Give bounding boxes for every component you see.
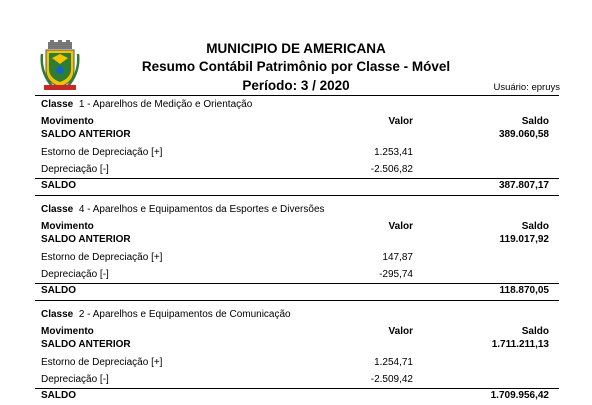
saldo-anterior-row	[35, 127, 559, 142]
report-subtitle: Resumo Contábil Patrimônio por Classe - Móvel	[141, 59, 451, 74]
classe-label: Classe	[41, 99, 74, 110]
classe-name: 1 - Aparelhos de Medição e Orientação	[78, 99, 253, 110]
section-divider	[35, 195, 559, 196]
classe-heading	[41, 309, 291, 320]
depreciacao-value: -2.509,42	[370, 374, 413, 385]
saldo-anterior-value: 389.060,58	[498, 129, 549, 140]
col-valor: Valor	[388, 116, 413, 127]
estorno-value: 1.253,41	[374, 147, 413, 158]
saldo-anterior-row	[35, 337, 559, 352]
saldo-value: 387.807,17	[498, 180, 549, 191]
estorno-value: 147,87	[382, 252, 413, 263]
report-municipality-title: MUNICIPIO DE AMERICANA	[206, 41, 386, 56]
saldo-anterior-label: SALDO ANTERIOR	[41, 129, 131, 140]
col-movimento: Movimento	[41, 221, 94, 232]
saldo-row	[35, 283, 559, 298]
col-saldo: Saldo	[521, 116, 549, 127]
depreciacao-label: Depreciação [-]	[41, 164, 109, 175]
report-period: Período: 3 / 2020	[242, 78, 350, 93]
col-saldo: Saldo	[521, 326, 549, 337]
depreciacao-row	[35, 372, 559, 387]
col-saldo: Saldo	[521, 221, 549, 232]
saldo-anterior-row	[35, 232, 559, 247]
saldo-row	[35, 388, 559, 403]
col-movimento: Movimento	[41, 116, 94, 127]
classe-name: 2 - Aparelhos e Equipamentos de Comunicação	[78, 309, 291, 320]
saldo-label: SALDO	[41, 390, 76, 401]
estorno-value: 1.254,71	[374, 357, 413, 368]
saldo-anterior-value: 119.017,92	[499, 234, 549, 245]
classe-label: Classe	[41, 309, 74, 320]
saldo-row	[35, 178, 559, 193]
saldo-anterior-label: SALDO ANTERIOR	[41, 339, 131, 350]
estorno-row	[35, 355, 559, 370]
saldo-anterior-value: 1.711.211,13	[491, 339, 549, 350]
depreciacao-value: -295,74	[379, 269, 413, 280]
classe-name: 4 - Aparelhos e Equipamentos da Esportes e Diversões	[78, 204, 325, 215]
report-user: Usuário: epruys	[493, 82, 560, 93]
depreciacao-label: Depreciação [-]	[41, 269, 109, 280]
col-valor: Valor	[388, 221, 413, 232]
saldo-value: 1.709.956,42	[490, 390, 549, 401]
classe-label: Classe	[41, 204, 74, 215]
estorno-row	[35, 145, 559, 160]
classe-heading	[41, 204, 325, 215]
saldo-label: SALDO	[41, 285, 76, 296]
depreciacao-row	[35, 162, 559, 177]
section-divider	[35, 300, 559, 301]
depreciacao-row	[35, 267, 559, 282]
col-movimento: Movimento	[41, 326, 94, 337]
header-divider	[35, 95, 559, 96]
classe-heading	[41, 99, 252, 110]
saldo-anterior-label: SALDO ANTERIOR	[41, 234, 131, 245]
estorno-row	[35, 250, 559, 265]
estorno-label: Estorno de Depreciação [+]	[41, 147, 163, 158]
depreciacao-label: Depreciação [-]	[41, 374, 109, 385]
saldo-label: SALDO	[41, 180, 76, 191]
estorno-label: Estorno de Depreciação [+]	[41, 252, 163, 263]
depreciacao-value: -2.506,82	[370, 164, 413, 175]
col-valor: Valor	[388, 326, 413, 337]
saldo-value: 118.870,05	[499, 285, 549, 296]
estorno-label: Estorno de Depreciação [+]	[41, 357, 163, 368]
